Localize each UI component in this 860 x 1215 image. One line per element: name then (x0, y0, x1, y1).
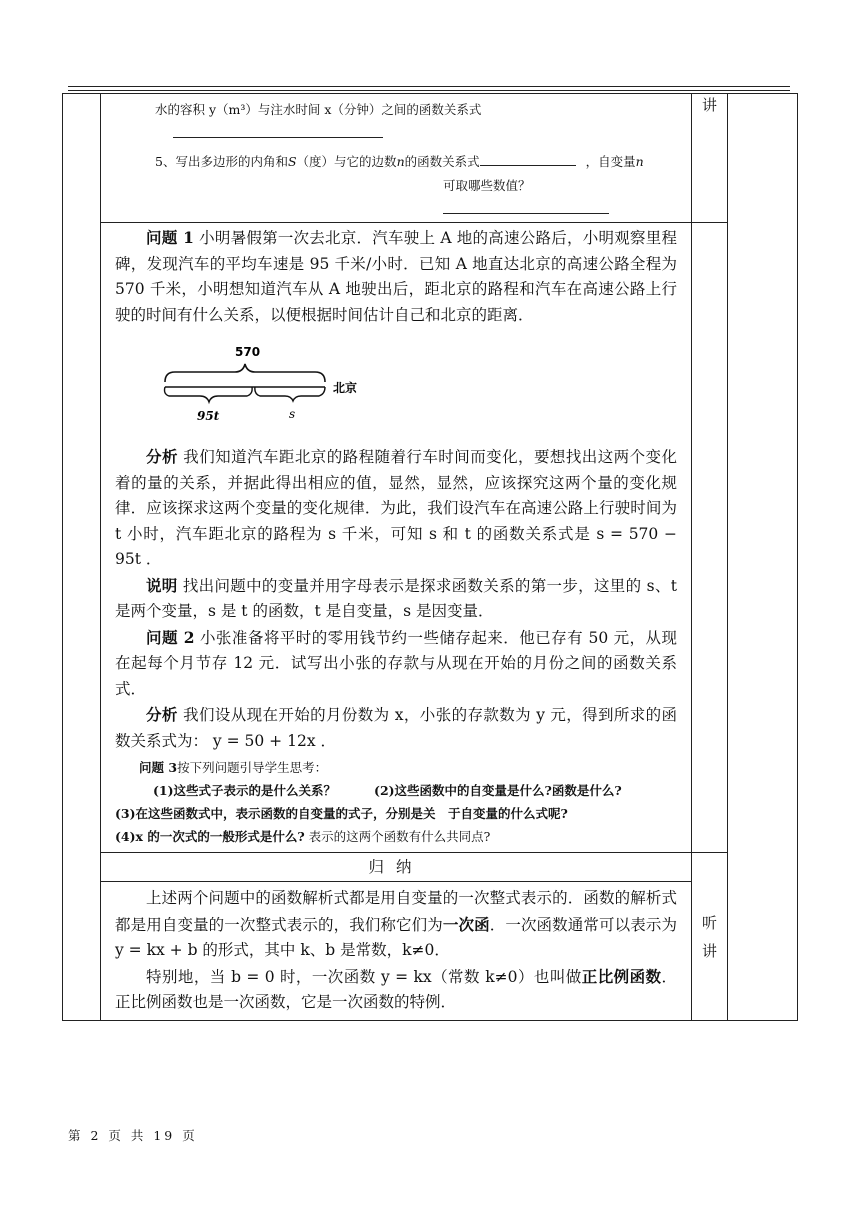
side-label-jiang-2: 讲 (701, 942, 717, 960)
problem-3-q1-q2: (1)这些式子表示的是什么关系？ (2)这些函数中的自变量是什么?函数是什么? (153, 783, 622, 798)
problems-cell (101, 223, 692, 853)
side-empty-cell (692, 223, 728, 853)
note: 说明 找出问题中的变量并用字母表示是探求函数关系的第一步，这里的 s、t 是两个变量，s 是 t 的函数，t 是自变量，s 是因变量． (115, 575, 677, 620)
problem-1: 问题 1 小明暑假第一次去北京．汽车驶上 A 地的高速公路后，小明观察里程碑，发现汽车的平均车速是 95 千米/小时．已知 A 地直达北京的高速公路全程为 570 千米，小明想知道汽车从 A 地驶出后，距北京的路程和汽车在高速公路上行驶的时间有什么关系，以便根据时间估计自己和北京的距离． (115, 228, 677, 324)
header-rule-double (68, 90, 790, 91)
right-margin-cell (728, 94, 798, 1021)
summary-paragraph-2: 特别地，当 b = 0 时，一次函数 y = kx（常数 k≠0）也叫做正比例函数．正比例函数也是一次函数，它是一次函数的特例． (115, 966, 677, 1011)
summary-cell (101, 853, 692, 1021)
problem-3: 问题 3按下列问题引导学生思考： (139, 760, 328, 775)
summary-paragraph-1: 上述两个问题中的函数解析式都是用自变量的一次整式表示的．函数的解析式都是用自变量的一次整式表示的，我们称它们为一次函．一次函数通常可以表示为 y = kx + b 的形式，其中 k、b 是常数，k≠0． (115, 889, 677, 959)
label-95t: 95t (197, 409, 220, 423)
left-margin-cell (63, 94, 101, 1021)
summary-row (63, 853, 798, 1021)
header-rule (68, 86, 790, 87)
side-label-cell (692, 94, 728, 223)
page-footer: 第 2 页 共 19 页 (68, 1128, 198, 1143)
exercise-item-5: 5、写出多边形的内角和S（度）与它的边数n的函数关系式 ，自变量n 可取哪些数值？ (101, 150, 691, 222)
analysis-2: 分析 我们设从现在开始的月份数为 x，小张的存款数为 y 元，得到所求的函数关系式为： y = 50 + 12x ． (115, 705, 677, 750)
side-label-ting: 听 (701, 914, 717, 932)
answer-blank-5b[interactable] (443, 199, 609, 214)
side-label-cell-2 (692, 853, 728, 1021)
distance-diagram-svg (155, 340, 415, 432)
exercise-row (63, 94, 798, 223)
distance-diagram (115, 328, 677, 444)
brace-right-icon (255, 387, 325, 401)
label-beijing: 北京 (333, 381, 358, 395)
problem-3-q4: (4)x 的一次式的一般形式是什么? 表示的这两个函数有什么共同点? (115, 829, 491, 844)
brace-left-icon (165, 387, 253, 402)
brace-top-icon (165, 364, 325, 382)
lesson-table (62, 93, 798, 1021)
problems-row (63, 223, 798, 853)
problem-3-q3: (3)在这些函数式中，表示函数的自变量的式子，分别是关 于自变量的什么式呢? (115, 806, 568, 821)
label-s: s (289, 407, 296, 421)
problem-2: 问题 2 小张准备将平时的零用钱节约一些储存起来．他已存有 50 元，从现在起每个月节存 12 元．试写出小张的存款与从现在开始的月份之间的函数关系式． (115, 627, 677, 698)
summary-heading: 归纳 (101, 853, 691, 882)
exercise-cell (101, 94, 692, 223)
answer-blank-5a[interactable] (480, 151, 576, 166)
exercise-line-4: 水的容积 y（m³）与注水时间 x（分钟）之间的函数关系式 (155, 102, 482, 117)
side-label-jiang: 讲 (701, 96, 717, 114)
answer-blank-4[interactable] (173, 123, 383, 138)
analysis-1: 分析 我们知道汽车距北京的路程随着行车时间而变化，要想找出这两个变化着的量的关系，并据此得出相应的值，显然，显然，应该探究这两个量的变化规律．应该探求这两个变量的变化规律．为此，我们设汽车在高速公路上行驶时间为 t 小时，汽车距北京的路程为 s 千米，可知 s 和 t 的函数关系式是 s = 570 − 95t ． (115, 447, 677, 568)
label-570: 570 (235, 345, 261, 359)
